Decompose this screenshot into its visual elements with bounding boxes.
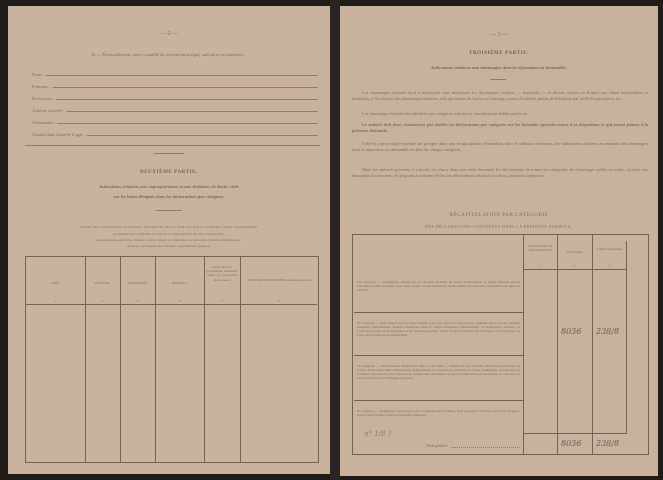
category-4-description: 4e Catégorie. — Dommages causés dans la zone de défense des frontières, ainsi que dans le voisinage des places de guerre et des points fortifiés (zones de servitudes militaires) [357,409,520,418]
total-valeur-reelle: 8036 [561,439,582,448]
part-title: DEUXIÈME PARTIE. [140,170,198,175]
field-label: Qualité dans laquelle il agit : [32,132,85,137]
col-header-montant-evalue: Montant évalué de l'autorité militaire. [528,244,553,253]
table-header-divider [25,304,317,305]
column-divider [85,256,86,462]
category-2-sommes-demandees: 238/8 [596,327,620,336]
category-2-valeur-reelle: 8036 [561,327,582,336]
right-page [340,6,658,476]
part-subtitle: Indications relatives aux dommages dont la réparation est demandée. [431,65,567,70]
category-3-description: 3e Catégorie. — Détériorations d'immeubles bâtis ou non bâtis, y compris les bois et forêts. Destructions partielles ou totales d'immeubles bâtis. Enlèvements, détériorations ou destructions partielles ou totales d'outillages, d'accessoires et d'animaux appartenant à une exploitation commerciale, industrielle ou agricole (immeubles par destination au sens de la loi sur la réparation des dommages de guerre) [357,364,520,381]
col-number: 3 [136,299,139,303]
section-b-title: B. — Éventuellement, nom et qualité du représentant légal, judiciaire ou statutaire : [91,52,247,57]
total-label: Total général [426,443,447,448]
col-header-prenoms: PRÉNOMS [94,281,111,285]
field-prenoms[interactable] [32,79,318,89]
paragraph-3: Le sinistré doit donc commencer par établir ses déclarations par catégorie sur les formules spéciales mises à sa disposition et qui seront jointes à la présente demande. [352,122,648,134]
field-label: Adresse actuelle : [32,108,65,113]
part-title: TROISIÈME PARTIE. [469,51,529,56]
field-qualite[interactable] [32,127,318,137]
field-profession[interactable] [32,91,318,101]
co-owners-table [25,256,319,463]
col-header-profession: PROFESSION [127,281,148,285]
field-nationalite[interactable] [32,115,318,125]
category-2-description: 2e Catégorie. — Enlèvements de tous biens meubles et de tous objets tels que récoltes, animaux, arbres et bois, matières premières, marchandises, meubles meublants, titres et valeurs mobilières. Détériorations ou destructions partielles ou totales de récoltes, de marchandises et de tous biens meubles. Pertes d'objets mobiliers, soit en France, soit à l'étranger, au cours des évacuations ou rapatriement [357,321,520,338]
col-number: 3 [608,264,610,268]
part-subtitle-2: sur les biens désignés dans les déclarations par catégorie. [113,194,225,199]
col-number: 1 [539,264,541,268]
column-divider [155,256,156,462]
field-label: Nationalité : [32,120,55,125]
page-number: — 3 — [490,32,508,38]
col-header-indication-biens: INDICATION DES BIENS spécialement grevés. [248,278,312,282]
col-number: 2 [573,264,576,268]
total-divider [523,433,627,434]
col-number: 1 [54,299,56,303]
page-number: — 2 — [160,31,178,37]
paragraph-4: Celle-ci a pour objet essentiel de grouper dans une récapitulation d'ensemble, dans le tableau ci-dessous, les indications relatives au montant des dommages dont la réparation est demandée au titre de chaque catégorie. [352,141,648,153]
caption-line-4: créanciers privilégiés, hypothécaires, antichrésistes, gagistes). [127,244,211,248]
total-leader-dots [452,444,520,448]
caption-line-3: nu-propriétaire, usufruitier, titulaire de droit d'usage ou d'habitation, de servitudes foncières, d'emphytéose, [96,238,242,242]
field-label: Nom : [32,72,44,77]
col-number: 6 [277,299,280,303]
field-label: Prénoms : [32,84,51,89]
paragraph-2: Les dommages doivent être déclarés par catégories suivant la classification établie par la loi. [362,111,529,116]
field-label: Profession : [32,96,54,101]
column-divider [240,256,241,462]
recap-title: RÉCAPITULATION PAR CATÉGORIE [449,213,549,218]
col-number: 2 [101,299,104,303]
column-divider [120,256,121,462]
table-header-divider [523,269,627,270]
binding-fold [330,0,340,480]
row-divider [354,400,524,401]
divider-short [154,153,184,154]
row-divider [354,312,524,313]
total-sommes-demandees: 238/8 [596,439,620,448]
column-divider [626,241,627,433]
field-nom[interactable] [32,67,318,77]
row-divider [354,355,524,356]
paragraph-1: Les dommages ouvrant droit à indemnité sont seulement les dommages certains — matériels — et directs causés en France aux biens immobiliers et mobiliers, à l'exclusion des dommages indirects, tels que pertes de loyers ou fermage, pertes d'intérêts, pertes de bénéfices par arrêt d'exploitation, etc. [352,90,648,102]
margin-note: n° 1/8 ? [364,430,392,438]
caption-line-1: NOMS DES PERSONNES JOUISSANT DE DROITS RÉELS SUR LES BIENS COMPRIS DANS LA DEMANDE [80,225,258,229]
col-header-nature-droit: Nature du droit (propriétaire, usufruitier, usager, etc. ou montant de la créance) [206,265,238,282]
col-header-valeur-reelle: Valeur réelle. [566,250,584,254]
recap-subtitle: DES DÉCLARATIONS CONTENUES DANS LA PRÉSENTE FORMULE. [425,225,573,229]
caption-line-2: (propriétaire [si la demande est faite par un autre intéressé que lui], copropriétaire, [113,232,225,236]
col-number: 5 [221,299,223,303]
col-header-sommes-demandees: Sommes demandées. [596,247,624,251]
divider-short [490,79,506,80]
paragraph-5: Mais les sinistrés peuvent, à volonté, ou réunir dans une seule demande les déclarations de toutes les catégories de dommages qu'ils ont subis, ou faire des demandes successives, en joignant à chacune d'elles les déclarations relatives à une ou plusieurs catégories. [352,167,648,179]
divider-short [156,210,182,211]
divider [25,145,320,146]
part-subtitle-1: Indications relatives aux copropriétaires et aux titulaires de droits réels [99,184,239,189]
col-header-nom: NOM [51,281,59,285]
left-page [8,6,330,474]
col-number: 4 [178,299,181,303]
column-divider [204,256,205,462]
field-adresse[interactable] [32,103,318,113]
category-1-description: 1re Catégorie. — Réquisitions opérées par les autorités en temps de guerre. Prélèvements en nature effectués par les autorités en temps de guerre sous toutes formes ou dénominations. Impôts établis par l'ennemi, contributions de guerre et amendes [357,280,520,293]
col-header-domicile: DOMICILE [171,281,188,285]
